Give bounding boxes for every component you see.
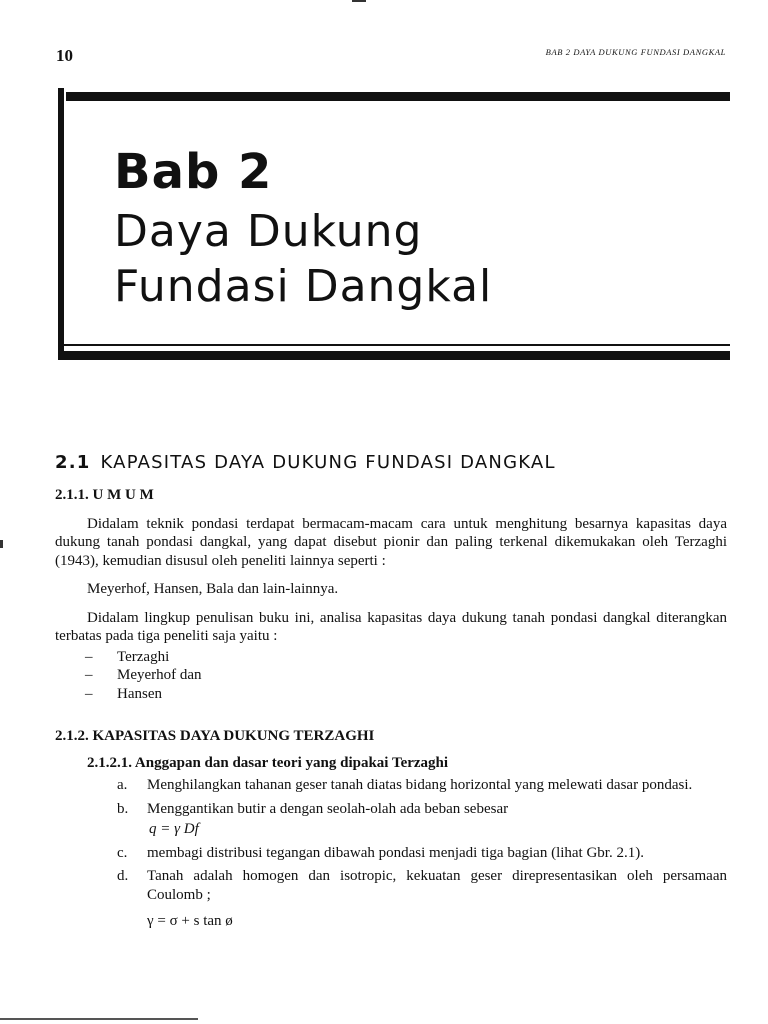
dash-bullet: – bbox=[85, 685, 93, 702]
subsection-heading-terzaghi: 2.1.2. KAPASITAS DAYA DUKUNG TERZAGHI bbox=[55, 728, 375, 744]
assumption-list bbox=[117, 776, 727, 931]
list-item: – Hansen bbox=[85, 685, 162, 702]
dash-bullet: – bbox=[85, 648, 93, 665]
paragraph-researchers: Meyerhof, Hansen, Bala dan lain-lainnya. bbox=[87, 581, 339, 597]
top-edge-mark bbox=[352, 0, 366, 2]
chapter-box-bottom-border bbox=[58, 351, 730, 360]
list-item: c. membagi distribusi tegangan dibawah pondasi menjadi tiga bagian (lihat Gbr. 2.1). bbox=[117, 844, 644, 861]
list-marker: a. bbox=[117, 777, 128, 793]
section-title: KAPASITAS DAYA DUKUNG FUNDASI DANGKAL bbox=[100, 452, 556, 473]
page-number: 10 bbox=[56, 46, 73, 65]
subsubsection-heading-assumptions: 2.1.2.1. Anggapan dan dasar teori yang dipakai Terzaghi bbox=[87, 754, 449, 771]
list-item: – Terzaghi bbox=[85, 648, 170, 665]
chapter-title-line-2: Fundasi Dangkal bbox=[114, 261, 493, 312]
section-heading bbox=[55, 452, 556, 473]
paragraph-scope: Didalam lingkup penulisan buku ini, analisa kapasitas daya dukung tanah pondasi dangkal diterangkan terbatas pada tiga peneliti saja yaitu : bbox=[55, 609, 727, 644]
chapter-label: Bab 2 bbox=[114, 144, 273, 200]
body-content bbox=[55, 486, 727, 936]
running-head: BAB 2 DAYA DUKUNG FUNDASI DANGKAL bbox=[545, 47, 726, 57]
bottom-rule bbox=[0, 1018, 198, 1020]
formula-surcharge: q = γ Df bbox=[149, 821, 199, 837]
list-item: – Meyerhof dan bbox=[85, 667, 202, 683]
paragraph-intro: Didalam teknik pondasi terdapat bermacam-macam cara untuk menghitung besarnya kapasitas daya dukung tanah pondasi dangkal, yang dapat disebut pionir dan paling terkenal dikemukakan oleh Terzaghi (1943), kemudian disusul oleh peneliti lainnya seperti : bbox=[55, 515, 727, 569]
subsection-heading-umum: 2.1.1. U M U M bbox=[55, 487, 154, 503]
section-number: 2.1 bbox=[55, 452, 91, 473]
researcher-list bbox=[85, 648, 727, 704]
list-marker: d. bbox=[117, 868, 129, 884]
formula-coulomb: γ = σ + s tan ø bbox=[147, 913, 233, 929]
list-item: a. Menghilangkan tahanan geser tanah diatas bidang horizontal yang melewati dasar pondasi. bbox=[117, 777, 693, 793]
chapter-title bbox=[114, 204, 492, 314]
list-item: b. Menggantikan butir a dengan seolah-olah ada beban sebesar q = γ Df bbox=[117, 800, 727, 839]
chapter-box-left-border bbox=[58, 88, 64, 360]
left-edge-mark bbox=[0, 540, 3, 548]
dash-bullet: – bbox=[85, 667, 93, 683]
list-marker: c. bbox=[117, 844, 128, 861]
chapter-title-box bbox=[58, 88, 730, 360]
chapter-title-line-1: Daya Dukung bbox=[114, 206, 423, 257]
chapter-box-bottom-thin-rule bbox=[58, 344, 730, 346]
list-item: d. Tanah adalah homogen dan isotropic, kekuatan geser direpresentasikan oleh persamaan Coulomb ; γ = σ + s tan ø bbox=[117, 868, 727, 929]
chapter-box-top-border bbox=[66, 92, 730, 101]
list-marker: b. bbox=[117, 800, 129, 817]
